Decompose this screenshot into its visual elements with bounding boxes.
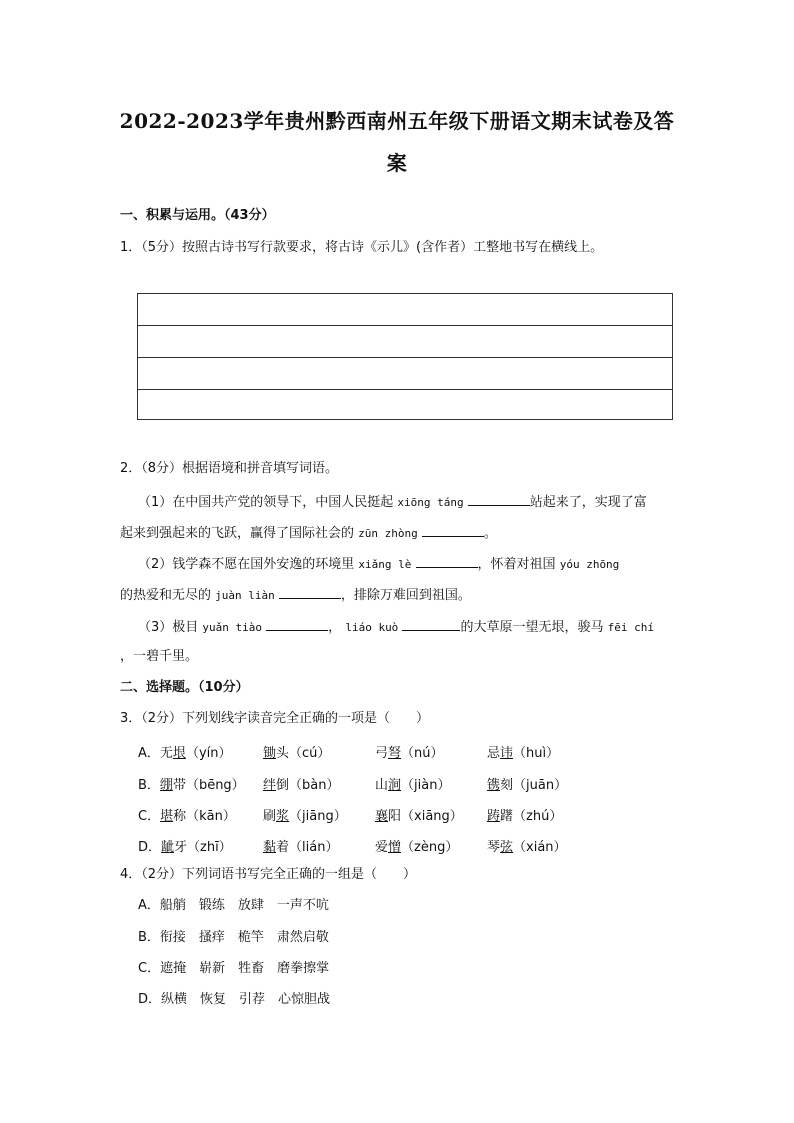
answer-blank[interactable] [422,524,484,537]
underlined-char: 弩 [388,746,402,761]
question-3-option-c-item [487,805,562,824]
option-text: 山 [375,778,389,793]
pinyin-prompt: yóu zhōng [559,558,620,571]
q2-text: （1）在中国共产党的领导下，中国人民挺起 [138,495,394,510]
q2-text: ，怀着对祖国 [477,557,556,572]
option-text: 刷 [263,809,277,824]
q2-text: 起来到强起来的飞跃，赢得了国际社会的 [120,526,355,541]
option-text: 头（cú） [276,746,331,761]
question-3-option-c-item [263,805,347,824]
option-text: 琴 [487,840,501,855]
underlined-char: 黏 [263,840,277,855]
answer-blank[interactable] [402,618,460,631]
question-3-option-a-item[interactable] [138,742,231,761]
option-text: 阳（xiāng） [388,809,463,824]
question-2-line-4 [120,586,471,604]
answer-blank[interactable] [416,555,478,568]
question-2-line-2 [120,524,497,542]
option-text: （jiāng） [289,809,347,824]
question-2-line-3 [138,555,619,573]
question-3-option-a-item [263,742,330,761]
option-text: 忌 [487,746,501,761]
underlined-char: 锄 [263,746,277,761]
underlined-char: 讳 [500,746,514,761]
pinyin-prompt: yuǎn tiào [202,621,263,634]
option-text: （yín） [185,746,232,761]
q2-text: ，排除万难回到祖国。 [340,588,471,603]
q2-text: ， [328,620,342,635]
writing-rule [138,357,672,358]
option-text: 刻（juān） [500,778,568,793]
pinyin-prompt: fēi chí [607,621,654,634]
question-3-option-b-item[interactable] [138,774,245,793]
underlined-char: 垠 [172,746,186,761]
handwriting-box[interactable] [137,293,673,420]
question-3-option-b-item [263,774,339,793]
answer-blank[interactable] [266,618,328,631]
section-1-heading: 一、积累与运用。（43分） [120,208,275,223]
question-3-option-d-item [263,836,338,855]
q2-text: 的大草原一望无垠，骏马 [460,620,604,635]
exam-title-line-2: 案 [386,151,408,175]
underlined-char: 堪 [160,809,174,824]
underlined-char: 镌 [487,778,501,793]
section-2-heading: 二、选择题。（10分） [120,680,249,695]
question-3-prompt: 3．（2分）下列划线字读音完全正确的一项是（ ） [120,711,430,726]
option-text: （nú） [401,746,444,761]
question-3-option-a-item [487,742,559,761]
option-letter[interactable]: A． [138,746,160,761]
pinyin-prompt: juàn liàn [215,589,275,602]
question-3-option-a-item [375,742,444,761]
question-3-option-b-item [375,774,450,793]
answer-blank[interactable] [279,586,341,599]
question-4-prompt: 4．（2分）下列词语书写完全正确的一组是（ ） [120,867,417,882]
question-2-line-1 [138,493,647,511]
question-4-option-c[interactable]: C．遮掩 崭新 牲畜 磨拳擦掌 [138,961,330,976]
question-3-option-d-item [487,836,567,855]
option-letter[interactable]: D． [138,840,162,855]
option-text: 弓 [375,746,389,761]
question-3-option-c-item [375,805,463,824]
option-letter[interactable]: C． [138,809,161,824]
pinyin-prompt: zūn zhòng [358,527,418,540]
underlined-char: 绊 [263,778,277,793]
option-letter[interactable]: B． [138,778,160,793]
question-4-option-a[interactable]: A．船艄 锻练 放肆 一声不吭 [138,898,329,913]
answer-blank[interactable] [468,493,530,506]
q2-text: 站起来了，实现了富 [529,495,647,510]
question-3-option-c-item[interactable] [138,805,236,824]
option-text: （jiàn） [401,778,451,793]
option-text: 无 [159,746,173,761]
q2-text: 。 [483,526,497,541]
question-3-option-d-item[interactable] [138,836,232,855]
writing-rule [138,325,672,326]
question-1-text: 1．（5分）按照古诗书写行款要求，将古诗《示儿》(含作者）工整地书写在横线上。 [120,240,604,255]
question-3-option-d-item [375,836,458,855]
underlined-char: 弦 [500,840,514,855]
writing-rule [138,389,672,390]
underlined-char: 涧 [388,778,402,793]
underlined-char: 绷 [159,778,173,793]
question-4-option-d[interactable]: D．纵横 恢复 引荐 心惊胆战 [138,992,331,1007]
question-3-option-b-item [487,774,567,793]
option-text: 牙（zhī） [174,840,232,855]
option-text: 带（bēng） [172,778,245,793]
option-text: 着（lián） [276,840,339,855]
option-text: （huì） [513,746,560,761]
option-text: 爱 [375,840,389,855]
pinyin-prompt: xiǎng lè [358,558,412,571]
option-text: （xián） [513,840,567,855]
q2-text: （2）钱学森不愿在国外安逸的环境里 [138,557,355,572]
exam-title-line-1: 2022-2023学年贵州黔西南州五年级下册语文期末试卷及答 [119,109,675,133]
underlined-char: 踌 [487,809,501,824]
pinyin-prompt: liáo kuò [345,621,399,634]
q2-text: 的热爱和无尽的 [120,588,212,603]
question-2-line-6: ，一碧千里。 [120,649,199,664]
question-4-option-b[interactable]: B．衔接 搔痒 桅竿 肃然启敬 [138,930,329,945]
underlined-char: 龇 [161,840,175,855]
q2-text: （3）极目 [138,620,199,635]
underlined-char: 憎 [388,840,402,855]
option-text: （zèng） [401,840,459,855]
option-text: 躇（zhú） [500,809,563,824]
question-2-prompt: 2．（8分）根据语境和拼音填写词语。 [120,461,339,476]
option-text: 倒（bàn） [276,778,340,793]
pinyin-prompt: xiōng táng [397,496,464,509]
underlined-char: 襄 [375,809,389,824]
question-2-line-5 [138,618,654,636]
underlined-char: 浆 [276,809,290,824]
option-text: 称（kān） [173,809,236,824]
